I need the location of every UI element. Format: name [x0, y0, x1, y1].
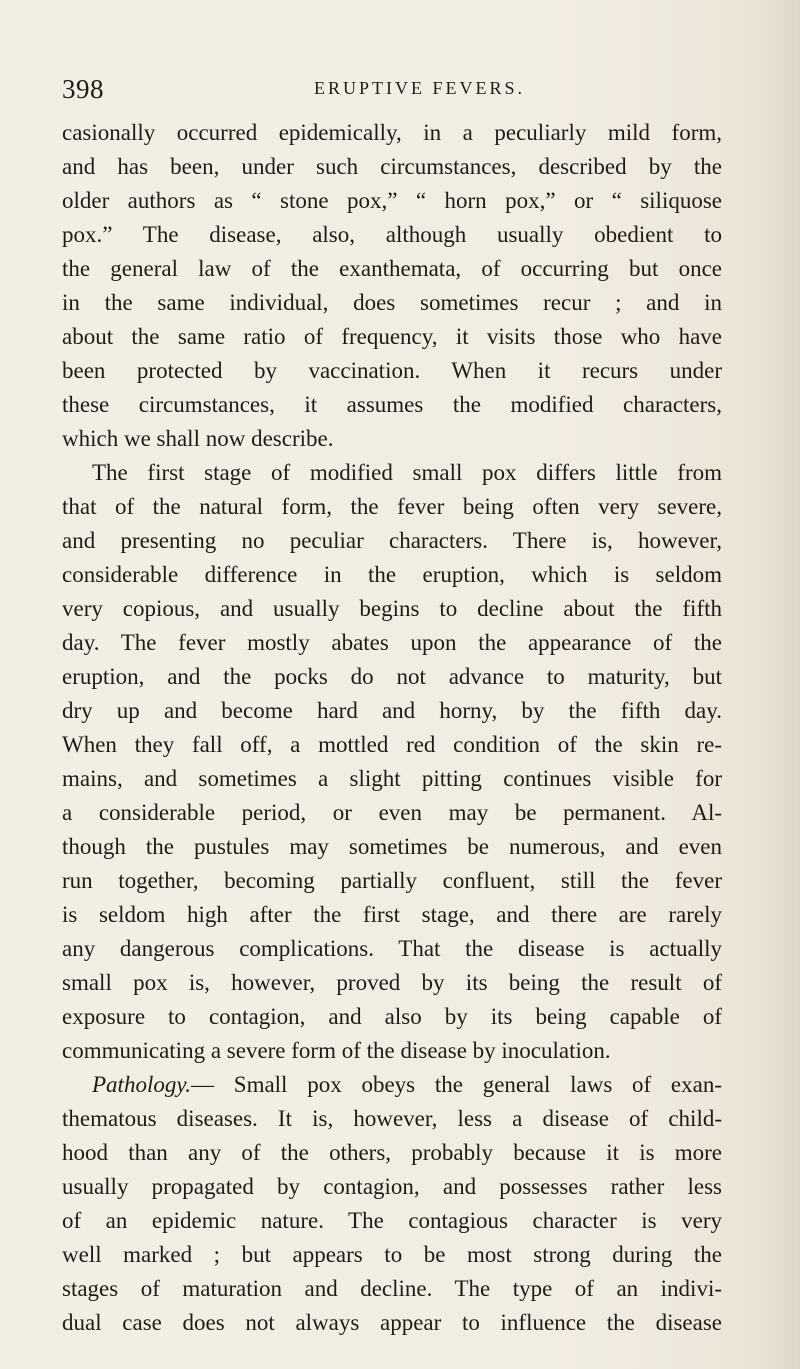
text-line: and has been, under such circumstances, described by the — [62, 154, 722, 179]
text-line: a considerable period, or even may be permanent. Al- — [62, 800, 722, 825]
text-line: When they fall off, a mottled red condition of the skin re- — [62, 732, 722, 757]
text-line: older authors as “ stone pox,” “ horn pox,” or “ siliquose — [62, 188, 722, 213]
text-line: been protected by vaccination. When it recurs under — [62, 358, 722, 383]
text-line: usually propagated by contagion, and possesses rather less — [62, 1174, 722, 1199]
text-line: thematous diseases. It is, however, less a disease of child- — [62, 1106, 722, 1131]
text-line: stages of maturation and decline. The type of an indivi- — [62, 1276, 722, 1301]
paragraph-start-line — [62, 1068, 722, 1102]
text-line: day. The fever mostly abates upon the appearance of the — [62, 630, 722, 655]
text-line: the general law of the exanthemata, of occurring but once — [62, 256, 722, 281]
text-line: pox.” The disease, also, although usually obedient to — [62, 222, 722, 247]
section-heading-pathology: Pathology. — [92, 1072, 192, 1097]
text-line: hood than any of the others, probably because it is more — [62, 1140, 722, 1165]
paragraph-end-line: communicating a severe form of the disease by inoculation. — [62, 1038, 611, 1063]
text-line: of an epidemic nature. The contagious character is very — [62, 1208, 722, 1233]
text-line: though the pustules may sometimes be numerous, and even — [62, 834, 722, 859]
text-line: is seldom high after the first stage, and there are rarely — [62, 902, 722, 927]
page-header — [62, 74, 722, 110]
text-line: exposure to contagion, and also by its being capable of — [62, 1004, 722, 1029]
text-line: that of the natural form, the fever being often very severe, — [62, 494, 722, 519]
text-line: and presenting no peculiar characters. There is, however, — [62, 528, 722, 553]
text-line: dual case does not always appear to influence the disease — [62, 1310, 722, 1335]
page-edge-shadow — [772, 0, 800, 1369]
text-line: about the same ratio of frequency, it visits those who have — [62, 324, 722, 349]
text-line: casionally occurred epidemically, in a peculiarly mild form, — [62, 120, 722, 145]
paragraph-end-line: which we shall now describe. — [62, 426, 334, 451]
text-line: eruption, and the pocks do not advance to maturity, but — [62, 664, 722, 689]
text-line: considerable difference in the eruption, which is seldom — [62, 562, 722, 587]
text-line: in the same individual, does sometimes recur ; and in — [62, 290, 722, 315]
section-heading-continuation: — Small pox obeys the general laws of exan- — [191, 1072, 722, 1097]
text-line: run together, becoming partially confluent, still the fever — [62, 868, 722, 893]
text-line: dry up and become hard and horny, by the fifth day. — [62, 698, 722, 723]
text-line: very copious, and usually begins to decline about the fifth — [62, 596, 722, 621]
text-line: mains, and sometimes a slight pitting continues visible for — [62, 766, 722, 791]
body-text — [62, 116, 722, 1340]
page-number: 398 — [62, 74, 104, 104]
running-head: ERUPTIVE FEVERS. — [314, 78, 526, 98]
text-line: any dangerous complications. That the disease is actually — [62, 936, 722, 961]
text-line: small pox is, however, proved by its being the result of — [62, 970, 722, 995]
text-line: well marked ; but appears to be most strong during the — [62, 1242, 722, 1267]
text-line: these circumstances, it assumes the modified characters, — [62, 392, 722, 417]
paragraph-start-line: The first stage of modified small pox differs little from — [92, 460, 722, 485]
